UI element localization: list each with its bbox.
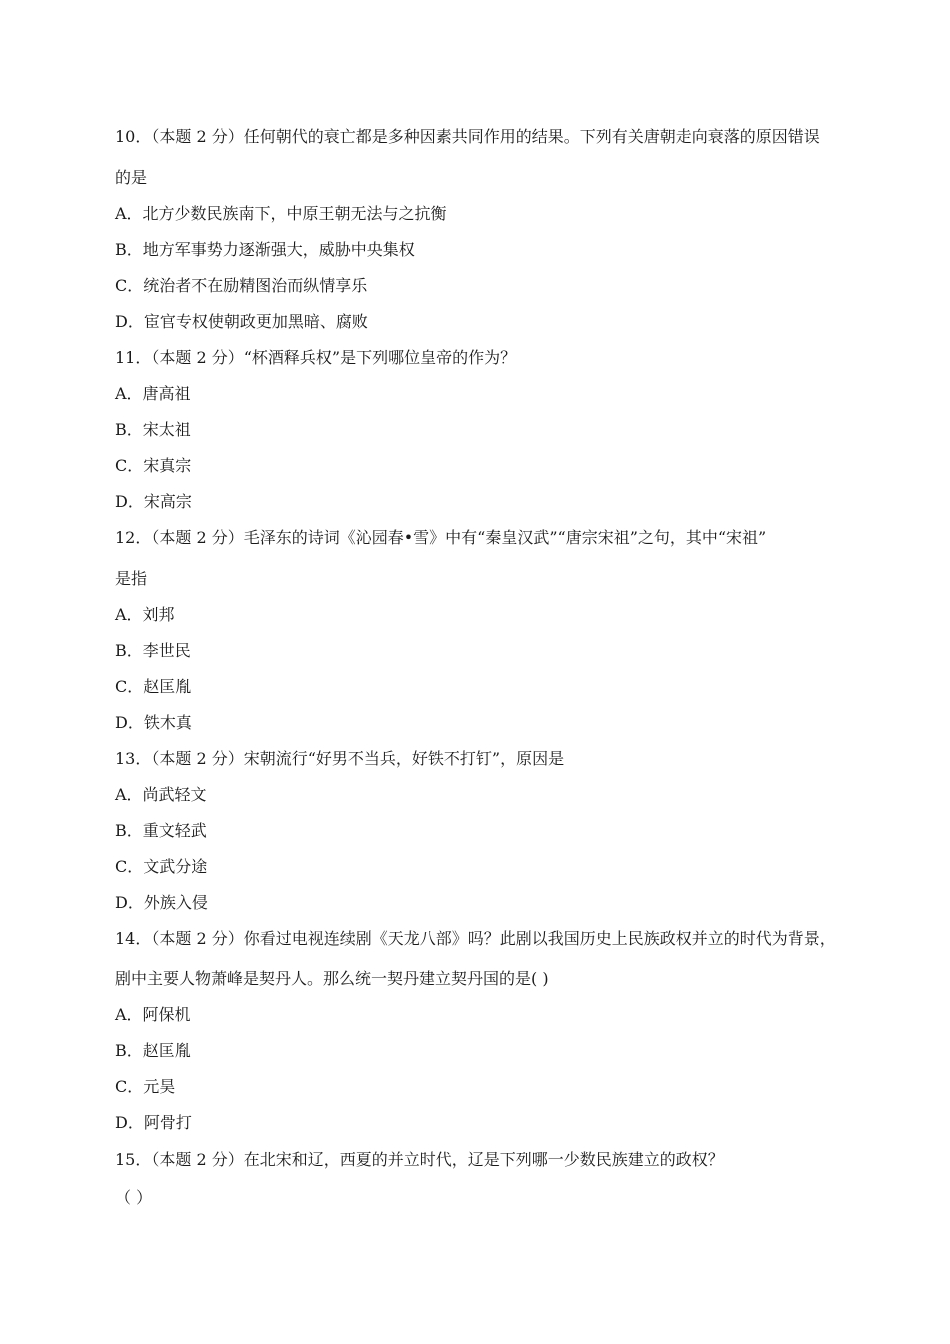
question-12-stem-line-2: 是指 [115,569,148,588]
question-11-option-c: C．宋真宗 [115,456,192,475]
question-10-option-d: D．宦官专权使朝政更加黑暗、腐败 [115,312,368,331]
question-14-stem-line-2: 剧中主要人物萧峰是契丹人。那么统一契丹建立契丹国的是( ) [115,969,549,988]
question-15-stem-line-1: 15．（本题 2 分）在北宋和辽，西夏的并立时代，辽是下列哪一少数民族建立的政权？ [115,1150,724,1169]
question-12-option-a: A．刘邦 [115,605,175,624]
question-11-option-d: D．宋高宗 [115,492,192,511]
question-12-option-c: C．赵匡胤 [115,677,192,696]
question-12-option-b: B．李世民 [115,641,191,660]
question-12-option-d: D．铁木真 [115,713,192,732]
question-13-stem-line-1: 13．（本题 2 分）宋朝流行“好男不当兵，好铁不打钉”，原因是 [115,749,565,768]
question-13-option-c: C．文武分途 [115,857,208,876]
question-10-option-b: B．地方军事势力逐渐强大，威胁中央集权 [115,240,415,259]
question-11-option-a: A．唐高祖 [115,384,191,403]
question-12-stem-line-1: 12．（本题 2 分）毛泽东的诗词《沁园春•雪》中有“秦皇汉武”“唐宗宋祖”之句，其中“宋祖” [115,528,767,547]
question-13-option-a: A．尚武轻文 [115,785,207,804]
question-14-stem-line-1: 14．（本题 2 分）你看过电视连续剧《天龙八部》吗？此剧以我国历史上民族政权并立的时代为背景， [115,929,836,948]
question-14-option-c: C．元昊 [115,1077,176,1096]
question-14-option-b: B．赵匡胤 [115,1041,191,1060]
question-11-stem-line-1: 11．（本题 2 分）“杯酒释兵权”是下列哪位皇帝的作为？ [115,348,517,367]
question-10-option-a: A．北方少数民族南下，中原王朝无法与之抗衡 [115,204,447,223]
question-10-option-c: C．统治者不在励精图治而纵情享乐 [115,276,368,295]
question-15-answer-blank: （ ） [115,1188,153,1207]
question-11-option-b: B．宋太祖 [115,420,191,439]
question-14-option-a: A．阿保机 [115,1005,191,1024]
question-13-option-d: D．外族入侵 [115,893,208,912]
question-14-option-d: D．阿骨打 [115,1113,192,1132]
question-13-option-b: B．重文轻武 [115,821,207,840]
question-10-stem-line-2: 的是 [115,168,148,187]
question-10-stem-line-1: 10．（本题 2 分）任何朝代的衰亡都是多种因素共同作用的结果。下列有关唐朝走向衰落的原因错误 [115,127,820,146]
